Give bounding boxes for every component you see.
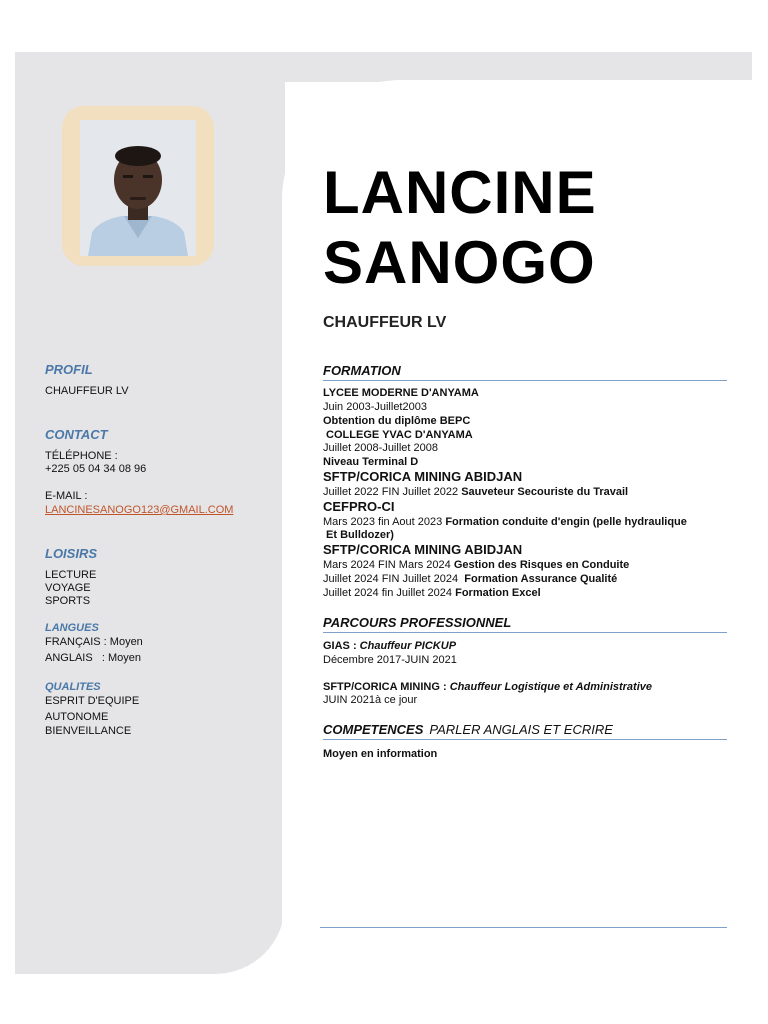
org-name: CEFPRO-CI: [323, 499, 395, 514]
footer-divider: [320, 927, 727, 928]
email-label: E-MAIL :: [45, 490, 88, 502]
training-line: [323, 587, 541, 600]
competences-heading: [323, 722, 727, 740]
org-name: SFTP/CORICA MINING ABIDJAN: [323, 469, 523, 484]
job-line: [323, 681, 652, 694]
qualites-heading: QUALITES: [45, 681, 101, 693]
langue-item: FRANÇAIS : Moyen: [45, 636, 143, 648]
training-date: Juillet 2022 FIN Juillet 2022: [323, 486, 462, 498]
loisir-item: SPORTS: [45, 595, 91, 607]
qualite-item: BIENVEILLANCE: [45, 725, 132, 737]
job-line: [323, 640, 456, 653]
org-name: SFTP/CORICA MINING ABIDJAN: [323, 542, 523, 557]
training-course: Formation conduite d'engin (pelle hydraulique: [445, 516, 687, 528]
profile-photo: [80, 120, 196, 256]
training-line: [323, 486, 628, 499]
school-name: LYCEE MODERNE D'ANYAMA: [323, 387, 479, 399]
qualite-item: AUTONOME: [45, 711, 109, 723]
school-date: Juin 2003-Juillet2003: [323, 401, 427, 413]
training-course: Formation Excel: [455, 587, 541, 599]
training-line: [323, 573, 617, 586]
job-dates: Décembre 2017-JUIN 2021: [323, 654, 457, 666]
training-date: Juillet 2024 fin Juillet 2024: [323, 587, 456, 599]
job-dates: JUIN 2021à ce jour: [323, 694, 418, 706]
top-band: [15, 52, 752, 82]
training-course: Gestion des Risques en Conduite: [453, 559, 630, 571]
profil-heading: PROFIL: [45, 362, 93, 377]
last-name: SANOGO: [323, 229, 596, 296]
training-course: Sauveteur Secouriste du Travail: [461, 486, 629, 498]
formation-heading: [323, 363, 727, 381]
job-title: CHAUFFEUR LV: [323, 314, 447, 331]
langues-heading: LANGUES: [45, 622, 99, 634]
school-date: Juillet 2008-Juillet 2008: [323, 442, 438, 454]
training-line: [323, 516, 687, 529]
loisir-item: VOYAGE: [45, 582, 91, 594]
contact-heading: CONTACT: [45, 427, 108, 442]
phone-label: TÉLÉPHONE :: [45, 450, 118, 462]
school-name: COLLEGE YVAC D'ANYAMA: [323, 429, 473, 441]
parcours-heading-text: PARCOURS PROFESSIONNEL: [323, 615, 512, 630]
training-line: [323, 559, 629, 572]
training-date: Mars 2024 FIN Mars 2024: [323, 559, 454, 571]
job-company: GIAS :: [323, 640, 360, 652]
person-portrait-icon: [80, 120, 196, 256]
loisirs-heading: LOISIRS: [45, 546, 98, 561]
competence-item: Moyen en information: [323, 748, 438, 760]
langue-item: ANGLAIS : Moyen: [45, 652, 141, 664]
job-role: Chauffeur PICKUP: [359, 640, 457, 652]
parcours-heading: [323, 615, 727, 633]
loisir-item: LECTURE: [45, 569, 97, 581]
training-date: Juillet 2024 FIN Juillet 2024: [323, 573, 465, 585]
job-company: SFTP/CORICA MINING :: [323, 681, 450, 693]
school-result: Obtention du diplôme BEPC: [323, 415, 471, 427]
formation-heading-text: FORMATION: [323, 363, 401, 378]
training-date: Mars 2023 fin Aout 2023: [323, 516, 446, 528]
competences-extra: PARLER ANGLAIS ET ECRIRE: [429, 722, 613, 737]
training-course: Formation Assurance Qualité: [464, 573, 618, 585]
phone-number: +225 05 04 34 08 96: [45, 463, 147, 475]
competences-heading-text: COMPETENCES: [323, 722, 424, 737]
email-link[interactable]: LANCINESANOGO123@GMAIL.COM: [45, 504, 234, 516]
first-name: LANCINE: [323, 159, 597, 226]
profil-text: CHAUFFEUR LV: [45, 385, 129, 397]
school-result: Niveau Terminal D: [323, 456, 419, 468]
qualite-item: ESPRIT D'EQUIPE: [45, 695, 140, 707]
training-course-cont: Et Bulldozer): [323, 529, 394, 541]
job-role: Chauffeur Logistique et Administrative: [449, 681, 653, 693]
